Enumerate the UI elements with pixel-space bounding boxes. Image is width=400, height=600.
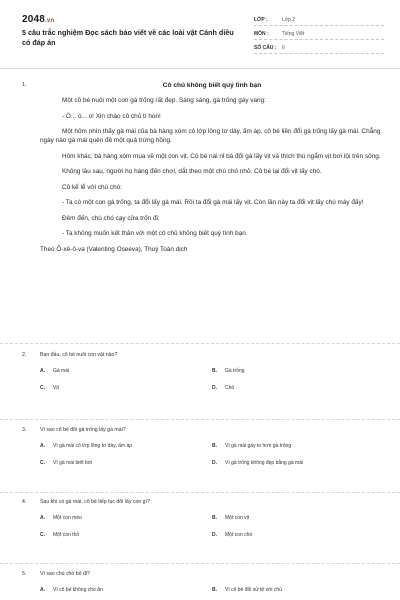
section-divider [0,563,400,564]
question-5: 5. Vì sao chú chó bỏ đi? A. Vì cô bé không cho ăn B. Vì cô bé đối xử tệ với chú [22,571,384,593]
header-divider [0,68,400,69]
question-text: Vì sao cô bé đổi gà trống lấy gà mái? [40,427,126,433]
option-a[interactable]: A. Một con mèo [40,515,82,521]
site-logo[interactable]: 2048.vn [22,14,55,25]
story-paragraph: - Ò... ó... o! Xin chào cô chủ tí hon! [62,112,161,120]
option-c[interactable]: C. Vì gà mái biết bơi [40,460,93,466]
meta-box [254,15,384,57]
option-a[interactable]: A. Vì cô bé không cho ăn [40,587,103,593]
question-text: Vì sao chú chó bỏ đi? [40,571,90,577]
page-header [0,0,400,64]
story-paragraph: - Ta không muốn kết thân với một cô chủ không biết quý tình bạn. [62,230,248,237]
question-text: Sau khi có gà mái, cô bé tiếp tục đổi lấy con gì? [40,499,150,505]
option-d[interactable]: D. Chó [212,385,235,391]
question-number: 1. [22,82,27,88]
option-d[interactable]: D. Vì gà trống không đẹp bằng gà mái [212,460,304,466]
option-b[interactable]: B. Gà trống [212,368,245,374]
story-paragraph: Một hôm nhìn thấy gà mái của bà hàng xóm có lớp lông tơ dày, ấm áp, cô bé liền đổi gà trống lấy gà mái. Chẳng ngày nào gà mái quên đẻ một quả trứng hồng. [40,128,381,144]
question-4: 4. Sau khi có gà mái, cô bé tiếp tục đổi lấy con gì? A. Một con mèo B. Một con vịt C. Một con thỏ D. Một con chó [22,499,384,538]
document-title: 5 câu trắc nghiệm Đọc sách báo viết về các loài vật Cánh diều có đáp án [22,28,234,47]
option-c[interactable]: C. Một con thỏ [40,532,80,538]
option-b[interactable]: B. Vì gà mái gáy to hơn gà trống [212,443,292,449]
story-paragraph: - Ta có một con gà trống, ta đổi lấy gà mái. Rồi ta đổi gà mái lấy vịt. Còn lần này ta đổi vịt lấy chú mày đấy! [62,199,364,206]
section-divider [0,492,400,493]
story-source: Theo Ô-xê-ô-va (Valenting Oseeva), Thuý Toàn dịch [40,245,188,253]
story-paragraph: Hôm khác, bà hàng xóm mua về một con vịt. Cô bé nài nỉ bà đổi gà lấy vịt và thích thú ngắm vịt bơi lội trên sông. [62,152,381,160]
option-b[interactable]: B. Vì cô bé đối xử tệ với chú [212,587,282,593]
story-title: Cô chủ không biết quý tình bạn [162,82,262,89]
section-divider [0,419,400,420]
option-d[interactable]: D. Một con chó [212,532,253,538]
question-1 [22,82,384,260]
option-b[interactable]: B. Một con vịt [212,515,250,521]
story-paragraph: Một cô bé nuôi một con gà trống rất đẹp. Sáng sáng, gà trống gáy vang: [62,97,266,104]
meta-row-count: SỐ CÂU : 6 [254,43,384,54]
question-2: 2. Ban đầu, cô bé nuôi con vật nào? A. Gà mái B. Gà trống C. Vịt D. Chó [22,352,384,391]
story-paragraph: Đêm đến, chú chó cạy cửa trốn đi: [62,214,160,222]
meta-row-grade: LỚP : Lớp 2 [254,15,384,26]
question-text: Ban đầu, cô bé nuôi con vật nào? [40,352,118,358]
section-divider [0,343,400,344]
story-paragraph: Cô kể lể với chú chó: [62,183,122,191]
option-c[interactable]: C. Vịt [40,385,59,391]
option-a[interactable]: A. Gà mái [40,368,70,374]
question-3: 3. Vì sao cô bé đổi gà trống lấy gà mái? A. Vì gà mái có lớp lông tơ dày, ấm áp B. Vì gà mái gáy to hơn gà trống C. Vì gà mái biết bơi D. Vì gà trống không đẹp bằng gà mái [22,427,384,466]
meta-row-subject: MÔN : Tiếng Việt [254,29,384,40]
option-a[interactable]: A. Vì gà mái có lớp lông tơ dày, ấm áp [40,443,133,449]
story-paragraph: Không lâu sau, người họ hàng đến chơi, dắt theo một chú chó nhỏ. Cô bé lại đổi vịt lấy chó. [62,168,322,175]
